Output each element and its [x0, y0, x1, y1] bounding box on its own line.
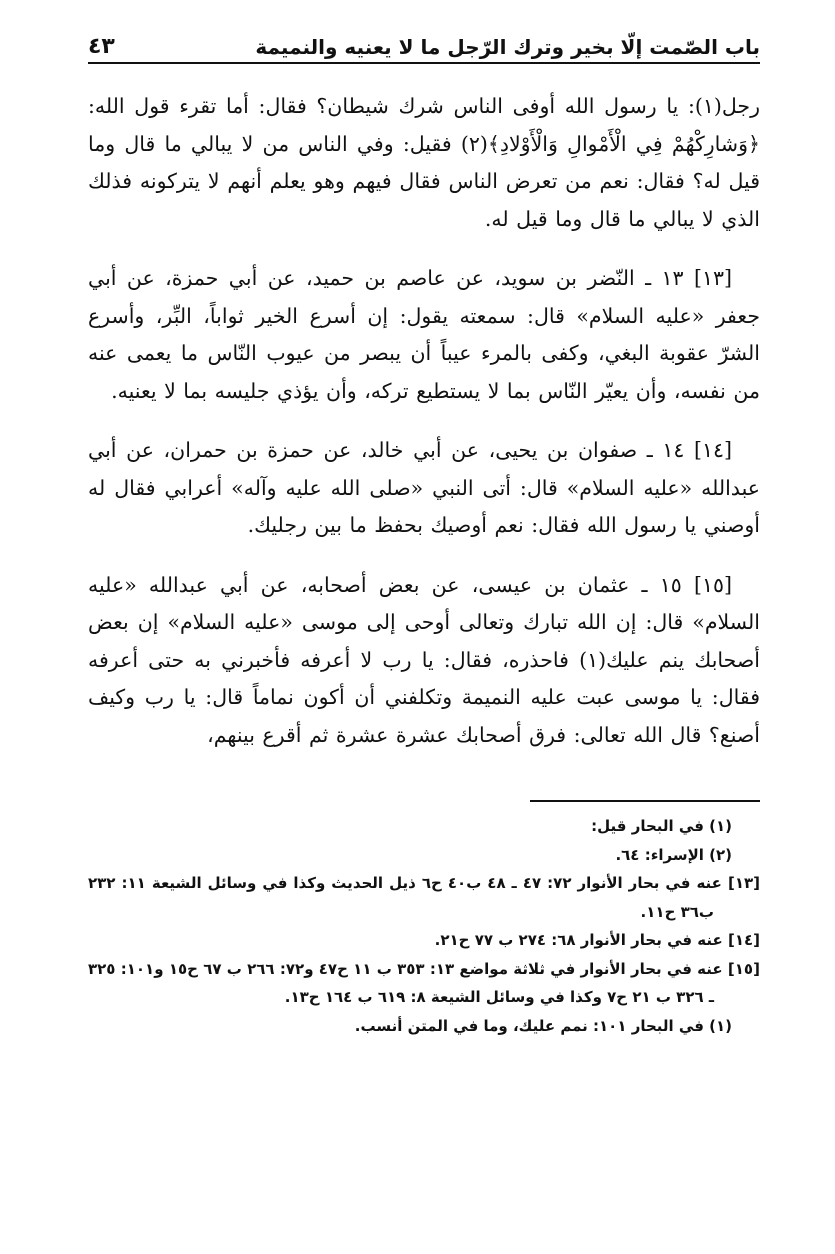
page-number: ٤٣ — [88, 34, 115, 59]
footnote-3: (١) في البحار ١٠١: نمم عليك، وما في المتن أنسب. — [354, 1016, 732, 1035]
running-header — [88, 28, 760, 64]
footnote-2: (٢) الإسراء: ٦٤. — [615, 845, 732, 864]
source-note-13: [١٣] عنه في بحار الأنوار ٧٢: ٤٧ ـ ٤٨ ب٤٠ ح٦ ذيل الحديث وكذا في وسائل الشيعة ١١: ٢٣٢ ب٣٦ ح١١. — [88, 874, 760, 921]
footnote-1: (١) في البحار قيل: — [591, 817, 732, 835]
source-note-14: [١٤] عنه في بحار الأنوار ٦٨: ٢٧٤ ب ٧٧ ح٢١. — [434, 931, 760, 949]
hadith-15: [١٥] ١٥ ـ عثمان بن عيسى، عن بعض أصحابه، عن أبي عبدالله «عليه السلام» قال: إن الله تبارك وتعالى أوحى إلى موسى «عليه السلام» إن بعض أصحابك ينم عليك(١) فاحذره، فقال: يا رب لا أعرفه فأخبرني به حتى أعرفه فقال: يا موسى عبت عليه النميمة وتكلفني أن أكون نماماً قال: يا رب وكيف أصنع؟ قال الله تعالى: فرق أصحابك عشرة عشرة ثم أقرع بينهم، — [88, 572, 760, 747]
source-note-15: [١٥] عنه في بحار الأنوار في ثلاثة مواضع ١٣: ٣٥٣ ب ١١ ح٤٧ و٧٢: ٢٦٦ ب ٦٧ ح١٥ و١٠١: ٣٢٥ ـ ٣٢٦ ب ٢١ ح٧ وكذا في وسائل الشيعة ٨: ٦١٩ ب ١٦٤ ح١٣. — [88, 959, 760, 1006]
chapter-title: باب الصّمت إلّا بخير وترك الرّجل ما لا يعنيه والنميمة — [255, 35, 760, 59]
paragraph-continuation: رجل(١): يا رسول الله أوفى الناس شرك شيطان؟ فقال: أما تقرء قول الله: ﴿وَشارِكْهُمْ فِي الْأَمْوالِ وَالْأَوْلادِ﴾(٢) فقيل: وفي الناس من لا يبالي ما قال وما قيل له؟ فقال: نعم من تعرض الناس فقال فيهم وهو يعلم أنهم لا يتركونه فذلك الذي لا يبالي ما قال وما قيل له. — [88, 94, 760, 231]
footnotes — [88, 812, 760, 1040]
hadith-13: [١٣] ١٣ ـ النّضر بن سويد، عن عاصم بن حميد، عن أبي حمزة، عن أبي جعفر «عليه السلام» قال: سمعته يقول: إن أسرع الخير ثواباً، البِّر، وأسرع الشرّ عقوبة البغي، وكفى بالمرء عيباً أن يبصر من عيوب النّاس ما يعمى عنه من نفسه، وأن يعيّر النّاس بما لا يستطيع تركه، وأن يؤذي جليسه بما لا يعنيه. — [88, 266, 760, 403]
main-text — [88, 88, 760, 754]
hadith-14: [١٤] ١٤ ـ صفوان بن يحيى، عن أبي خالد، عن حمزة بن حمران، عن أبي عبدالله «عليه السلام» قال: أتى النبي «صلى الله عليه وآله» أعرابي فقال له أوصني يا رسول الله فقال: نعم أوصيك بحفظ ما بين رجليك. — [88, 438, 760, 537]
footnote-divider — [530, 800, 760, 802]
book-page — [88, 28, 760, 1040]
